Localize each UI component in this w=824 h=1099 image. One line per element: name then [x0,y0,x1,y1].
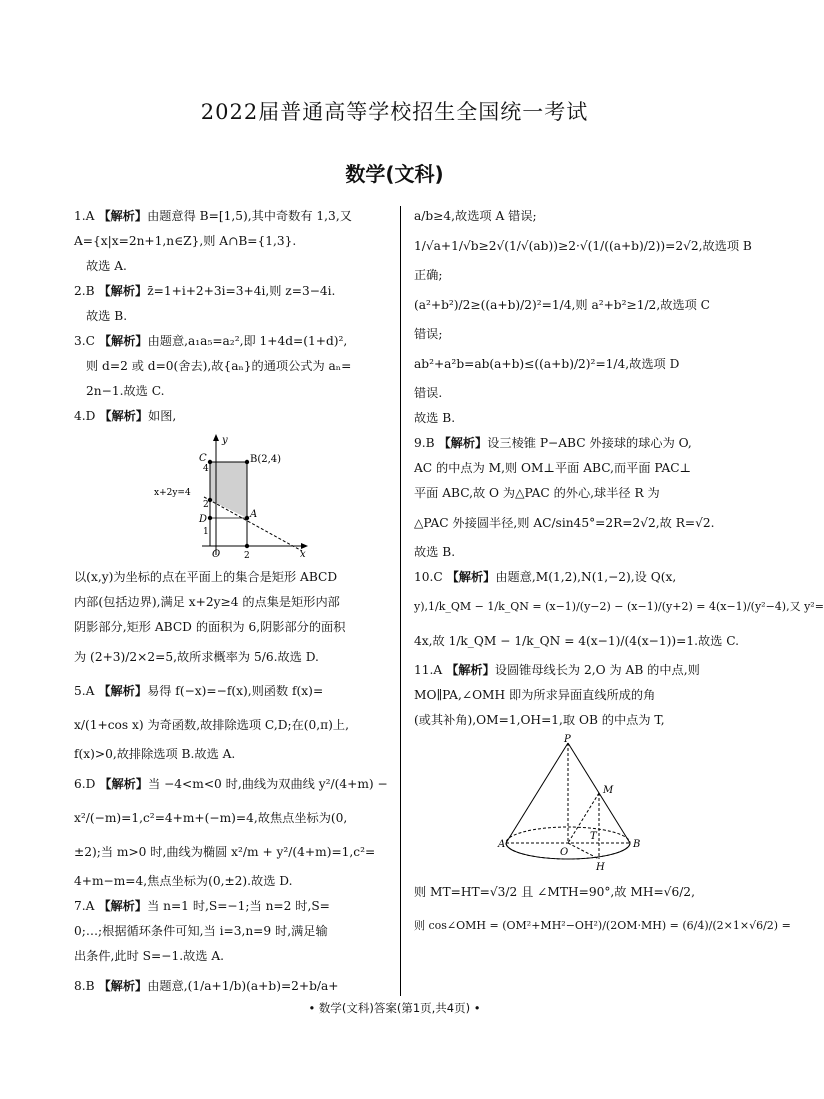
answer-8-line-9: 故选 B. [414,411,456,425]
answer-1-line-2: A={x|x=2n+1,n∈Z},则 A∩B={1,3}. [74,234,297,248]
label-h: H [596,862,605,873]
answer-3-line-1: 3.C 【解析】由题意,a₁a₅=a₂²,即 1+4d=(1+d)², [74,334,348,348]
point-a [245,516,249,520]
answer-8-line-6: 错误; [414,327,443,341]
tick-1: 1 [203,527,209,537]
page-footer: • 数学(文科)答案(第1页,共4页) • [308,1001,481,1015]
column-divider [400,206,401,996]
segment-oh [568,843,599,859]
answer-4-line-1: 4.D 【解析】如图, [74,409,177,423]
answer-8-line-2: a/b≥4,故选项 A 错误; [414,209,537,223]
answer-7-line-1: 7.A 【解析】当 n=1 时,S=−1;当 n=2 时,S= [74,899,330,913]
cone-figure [498,734,652,873]
answer-5-line-2: x/(1+cos x) 为奇函数,故排除选项 C,D;在(0,π)上, [74,718,349,732]
label-line: x+2y=4 [154,488,191,498]
answer-1-line-3: 故选 A. [86,259,127,273]
answer-3-line-3: 2n−1.故选 C. [86,384,165,398]
answer-10-line-3: 4x,故 1/k_QM − 1/k_QN = 4(x−1)/(4(x−1))=1.故选 C. [414,634,739,648]
answer-10-line-1: 10.C 【解析】由题意,M(1,2),N(1,−2),设 Q(x, [414,570,677,584]
answer-6-line-2: x²/(−m)=1,c²=4+m+(−m)=4,故焦点坐标为(0, [74,811,348,825]
label-b2: B [633,839,641,850]
answer-2-line-2: 故选 B. [86,309,128,323]
label-a2: A [498,839,506,850]
answer-8-line-1: 8.B 【解析】由题意,(1/a+1/b)(a+b)=2+b/a+ [74,979,339,993]
answer-1-line-1: 1.A 【解析】由题意得 B=[1,5),其中奇数有 1,3,又 [74,209,352,223]
answer-5-line-3: f(x)>0,故排除选项 B.故选 A. [74,747,236,761]
answer-7-line-3: 出条件,此时 S=−1.故选 A. [74,949,225,963]
region-figure [154,433,314,561]
left-column [74,204,389,1003]
page-subtitle: 数学(文科) [345,162,444,186]
label-p: P [564,734,571,745]
answer-2-line-1: 2.B 【解析】z̄=1+i+2+3i=3+4i,则 z=3−4i. [74,284,336,298]
label-b: B(2,4) [250,454,282,465]
answer-7-line-2: 0;…;根据循环条件可知,当 i=3,n=9 时,满足输 [74,924,328,938]
tick-4: 4 [203,464,209,474]
label-d: D [199,514,208,525]
answer-3-line-2: 则 d=2 或 d=0(舍去),故{aₙ}的通项公式为 aₙ= [86,359,352,373]
generatrix-pa [506,743,568,843]
answer-11-line-4: 则 MT=HT=√3/2 且 ∠MTH=90°,故 MH=√6/2, [414,885,695,899]
answer-11-line-3: (或其补角),OM=1,OH=1,取 OB 的中点为 T, [414,713,665,727]
answer-11-line-5: 则 cos∠OMH = (OM²+MH²−OH²)/(2OM·MH) = (6/4)/(2×1×√6/2) = [414,919,791,932]
y-axis-arrow [213,434,219,441]
answer-6-line-3: ±2);当 m>0 时,曲线为椭圆 x²/m + y²/(4+m)=1,c²= [74,845,376,859]
answer-4-line-2: 以(x,y)为坐标的点在平面上的集合是矩形 ABCD [74,570,338,584]
page-title: 2022届普通高等学校招生全国统一考试 [200,100,589,124]
tick-2: 2 [203,500,209,510]
answer-8-line-7: ab²+a²b=ab(a+b)≤((a+b)/2)²=1/4,故选项 D [414,357,680,371]
answer-8-line-8: 错误. [414,386,443,400]
tick-x2: 2 [244,551,250,561]
answer-6-line-1: 6.D 【解析】当 −4<m<0 时,曲线为双曲线 y²/(4+m) − [74,777,388,791]
point-b [245,460,249,464]
answer-11-line-1: 11.A 【解析】设圆锥母线长为 2,O 为 AB 的中点,则 [414,663,700,677]
answer-9-line-5: 故选 B. [414,545,456,559]
answer-8-line-3: 1/√a+1/√b≥2√(1/√(ab))≥2·√(1/((a+b)/2))=2√2,故选项 B [414,239,752,253]
point-x2 [245,544,249,548]
label-y: y [222,435,228,446]
boundary-line [204,497,302,551]
answer-9-line-2: AC 的中点为 M,则 OM⊥平面 ABC,而平面 PAC⊥ [414,461,692,475]
label-a: A [250,509,258,520]
right-column [414,204,824,943]
answer-10-line-2: y),1/k_QM − 1/k_QN = (x−1)/(y−2) − (x−1)/(y+2) = 4(x−1)/(y²−4),又 y²= [414,600,824,613]
answer-6-line-4: 4+m−m=4,焦点坐标为(0,±2).故选 D. [74,874,293,888]
answer-9-line-4: △PAC 外接圆半径,则 AC/sin45°=2R=2√2,故 R=√2. [414,516,715,530]
point-d [208,516,212,520]
label-m: M [603,785,614,796]
answer-8-line-5: (a²+b²)/2≥((a+b)/2)²=1/4,则 a²+b²≥1/2,故选项 C [414,298,710,312]
label-x: x [300,549,306,560]
answer-4-line-4: 阴影部分,矩形 ABCD 的面积为 6,阴影部分的面积 [74,620,346,634]
answer-9-line-3: 平面 ABC,故 O 为△PAC 的外心,球半径 R 为 [414,486,660,500]
answer-4-line-5: 为 (2+3)/2×2=5,故所求概率为 5/6.故选 D. [74,650,319,664]
label-c: C [199,453,207,464]
answer-9-line-1: 9.B 【解析】设三棱锥 P−ABC 外接球的球心为 O, [414,436,692,450]
label-t: T [590,831,597,842]
label-origin: O [212,549,221,560]
answer-5-line-1: 5.A 【解析】易得 f(−x)=−f(x),则函数 f(x)= [74,684,324,698]
answer-4-line-3: 内部(包括边界),满足 x+2y≥4 的点集是矩形内部 [74,595,340,609]
answer-8-line-4: 正确; [414,268,443,282]
answer-11-line-2: MO∥PA,∠OMH 即为所求异面直线所成的角 [414,688,656,702]
label-o: O [560,847,569,858]
